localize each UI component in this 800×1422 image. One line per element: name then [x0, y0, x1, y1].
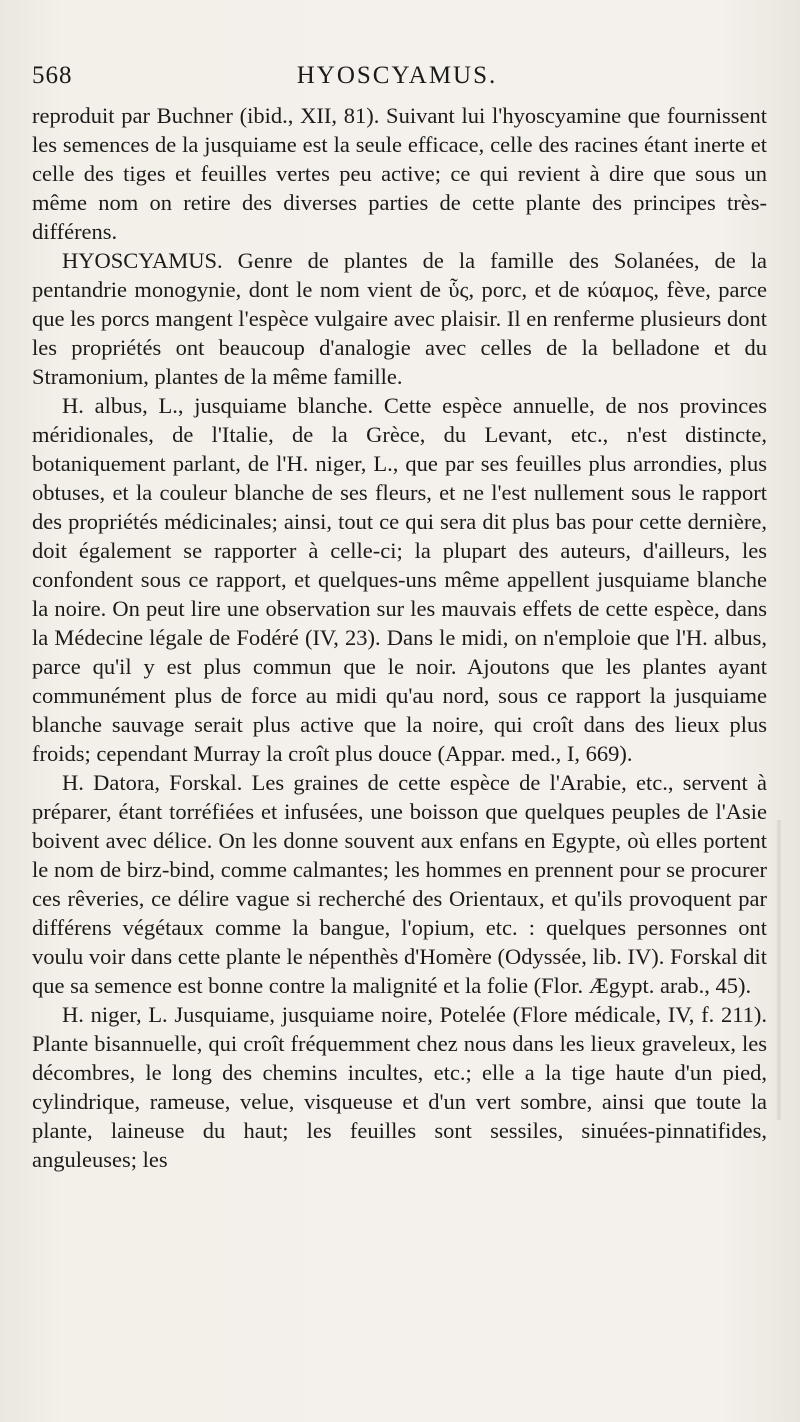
paragraph-h-datora: H. Datora, Forskal. Les graines de cette espèce de l'Arabie, etc., servent à préparer, étant torréfiées et infusées, une boisson que quelques peuples de l'Asie boivent avec délice. On les donne souvent aux enfans en Egypte, où elles portent le nom de birz-bind, comme calmantes; les hommes en prennent pour se procurer ces rêveries, ce délire vague si recherché des Orientaux, et qu'ils provoquent par différens végétaux comme la bangue, l'opium, etc. : quelques personnes ont voulu voir dans cette plante le népenthès d'Homère (Odyssée, lib. IV). Forskal dit que sa semence est bonne contre la malignité et la folie (Flor. Ægypt. arab., 45).	[32, 770, 767, 998]
paragraph-h-niger: H. niger, L. Jusquiame, jusquiame noire, Potelée (Flore médicale, IV, f. 211). Plante bisannuelle, qui croît fréquemment chez nous dans les lieux graveleux, les décombres, le long des chemins incultes, etc.; elle a la tige haute d'un pied, cylindrique, rameuse, velue, visqueuse et d'un vert sombre, ainsi que toute la plante, laineuse du haut; les feuilles sont sessiles, sinuées-pinnatifides, anguleuses; les	[32, 1002, 767, 1172]
body-text	[32, 101, 767, 1174]
page-header	[32, 62, 762, 98]
page-number: 568	[32, 62, 73, 89]
paragraph-continuation: reproduit par Buchner (ibid., XII, 81). Suivant lui l'hyoscyamine que fournissent les semences de la jusquiame est la seule efficace, celle des racines étant inerte et celle des tiges et feuilles vertes peu active; ce qui revient à dire que sous un même nom on retire des diverses parties de cette plante des principes très-différens.	[32, 103, 767, 244]
page-shadow	[776, 820, 782, 1120]
paragraph-h-albus: H. albus, L., jusquiame blanche. Cette espèce annuelle, de nos provinces méridionales, de l'Italie, de la Grèce, du Levant, etc., n'est distincte, botaniquement parlant, de l'H. niger, L., que par ses feuilles plus arrondies, plus obtuses, et la couleur blanche de ses fleurs, et ne l'est nullement sous le rapport des propriétés médicinales; ainsi, tout ce qui sera dit plus bas pour cette dernière, doit également se rapporter à celle-ci; la plupart des auteurs, d'ailleurs, les confondent sous ce rapport, et quelques-uns même appellent jusquiame blanche la noire. On peut lire une observation sur les mauvais effets de cette espèce, dans la Médecine légale de Fodéré (IV, 23). Dans le midi, on n'emploie que l'H. albus, parce qu'il y est plus commun que le noir. Ajoutons que les plantes ayant communément plus de force au midi qu'au nord, sous ce rapport la jusquiame blanche sauvage serait plus active que la noire, qui croît dans des lieux plus froids; cependant Murray la croît plus douce (Appar. med., I, 669).	[32, 393, 767, 766]
paragraph-genus-hyoscyamus: HYOSCYAMUS. Genre de plantes de la famille des Solanées, de la pentandrie monogynie, dont le nom vient de ὗς, porc, et de κύαμος, fève, parce que les porcs mangent l'espèce vulgaire avec plaisir. Il en renferme plusieurs dont les propriétés ont beaucoup d'analogie avec celles de la belladone et du Stramonium, plantes de la même famille.	[32, 248, 767, 389]
running-title: HYOSCYAMUS.	[296, 62, 498, 89]
